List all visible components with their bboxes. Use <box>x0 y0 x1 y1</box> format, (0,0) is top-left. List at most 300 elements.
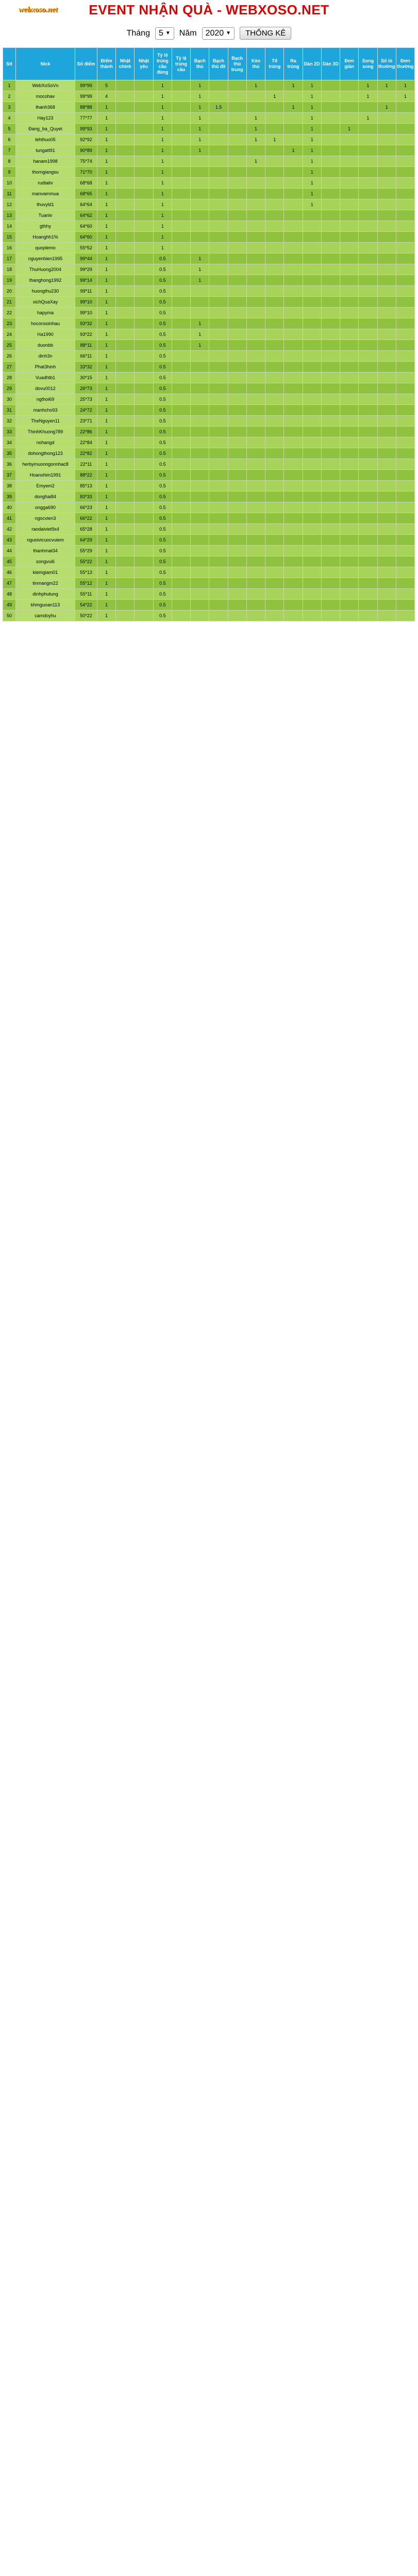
table-cell <box>228 210 246 221</box>
table-cell <box>135 351 153 362</box>
table-cell <box>396 556 414 567</box>
table-cell <box>340 492 359 502</box>
nick-cell[interactable]: dinh3n <box>16 351 75 362</box>
month-select[interactable] <box>155 27 174 40</box>
table-cell <box>377 243 396 253</box>
table-cell <box>396 437 414 448</box>
table-cell <box>377 502 396 513</box>
table-body <box>3 80 415 621</box>
table-cell <box>135 80 153 91</box>
table-cell <box>321 459 340 470</box>
table-cell <box>340 232 359 243</box>
table-cell <box>359 362 377 372</box>
table-cell <box>284 253 303 264</box>
year-select[interactable] <box>202 27 235 40</box>
table-cell <box>191 524 209 535</box>
table-cell: 24*72 <box>75 405 97 416</box>
table-cell <box>228 253 246 264</box>
table-cell: 1 <box>97 275 116 286</box>
table-cell: 20 <box>3 286 16 297</box>
table-cell <box>284 329 303 340</box>
column-header: Song song <box>359 48 377 80</box>
table-cell <box>396 481 414 492</box>
table-cell <box>321 427 340 437</box>
table-cell <box>191 308 209 318</box>
table-cell: 1 <box>153 210 172 221</box>
nick-cell[interactable]: ThinhKhuong789 <box>16 427 75 437</box>
column-header: Tổ trúng <box>265 48 284 80</box>
nick-cell[interactable]: manvammua <box>16 189 75 199</box>
table-cell <box>265 264 284 275</box>
table-cell <box>265 524 284 535</box>
nick-cell[interactable]: nohangd <box>16 437 75 448</box>
table-cell <box>116 243 135 253</box>
table-cell <box>246 535 265 546</box>
table-cell <box>209 351 228 362</box>
table-cell <box>396 578 414 589</box>
table-cell <box>284 318 303 329</box>
table-cell: 0.5 <box>153 513 172 524</box>
table-cell: 1 <box>359 91 377 102</box>
table-cell <box>228 362 246 372</box>
table-cell <box>396 329 414 340</box>
table-cell <box>377 134 396 145</box>
table-cell: 1 <box>97 470 116 481</box>
table-cell <box>191 178 209 189</box>
nick-cell[interactable]: herbymuonngonnhac8 <box>16 459 75 470</box>
table-cell <box>303 416 321 427</box>
table-cell: 1 <box>191 318 209 329</box>
nick-cell[interactable]: thanhmat34 <box>16 546 75 556</box>
table-cell <box>396 340 414 351</box>
table-cell: 1 <box>265 91 284 102</box>
table-cell <box>377 524 396 535</box>
table-cell <box>209 535 228 546</box>
table-cell <box>284 275 303 286</box>
table-cell <box>303 351 321 362</box>
table-cell <box>321 513 340 524</box>
table-cell <box>191 210 209 221</box>
table-cell <box>172 178 190 189</box>
table-cell: 68*65 <box>75 189 97 199</box>
table-cell <box>228 329 246 340</box>
table-cell: 23 <box>3 318 16 329</box>
table-cell <box>396 286 414 297</box>
table-cell: 0.5 <box>153 535 172 546</box>
table-row <box>3 167 415 178</box>
table-row <box>3 492 415 502</box>
table-cell <box>396 567 414 578</box>
table-cell <box>172 124 190 134</box>
table-row <box>3 567 415 578</box>
table-cell <box>246 589 265 600</box>
table-cell <box>340 524 359 535</box>
table-row <box>3 535 415 546</box>
table-cell <box>116 513 135 524</box>
table-cell: 1 <box>97 145 116 156</box>
table-cell: 29 <box>3 383 16 394</box>
table-cell <box>340 145 359 156</box>
table-cell <box>209 134 228 145</box>
table-cell <box>135 437 153 448</box>
table-row <box>3 145 415 156</box>
table-cell: 1 <box>284 145 303 156</box>
table-cell: 1 <box>97 113 116 124</box>
table-cell <box>135 459 153 470</box>
nick-cell[interactable]: xichQuaXay <box>16 297 75 308</box>
nick-cell[interactable]: quoplemo <box>16 243 75 253</box>
nick-cell[interactable]: ngthoi69 <box>16 394 75 405</box>
table-cell <box>359 221 377 232</box>
table-row <box>3 481 415 492</box>
table-cell: 0.5 <box>153 253 172 264</box>
table-cell: 83*33 <box>75 492 97 502</box>
table-cell: 1 <box>303 102 321 113</box>
nick-cell[interactable]: Vuadhtb1 <box>16 372 75 383</box>
table-cell <box>284 481 303 492</box>
nick-cell[interactable]: tinmangm22 <box>16 578 75 589</box>
table-cell: 66*22 <box>75 513 97 524</box>
table-cell: 1 <box>97 297 116 308</box>
table-row <box>3 383 415 394</box>
table-row <box>3 394 415 405</box>
nick-cell[interactable]: thuvyld1 <box>16 199 75 210</box>
table-row <box>3 611 415 621</box>
table-row <box>3 243 415 253</box>
table-cell <box>228 318 246 329</box>
nick-cell[interactable]: gthhy <box>16 221 75 232</box>
table-cell <box>116 567 135 578</box>
table-cell <box>246 329 265 340</box>
table-cell <box>396 383 414 394</box>
table-cell: 10 <box>3 178 16 189</box>
table-cell <box>303 567 321 578</box>
table-cell <box>359 372 377 383</box>
table-cell <box>303 578 321 589</box>
nick-cell[interactable]: Ha1990 <box>16 329 75 340</box>
nick-cell[interactable]: WebXoSoVn <box>16 80 75 91</box>
table-cell: 64*29 <box>75 535 97 546</box>
table-cell <box>340 91 359 102</box>
table-cell <box>265 437 284 448</box>
nick-cell[interactable]: raodaiviet9x4 <box>16 524 75 535</box>
table-cell <box>172 275 190 286</box>
table-cell: 37 <box>3 470 16 481</box>
table-row <box>3 427 415 437</box>
table-cell: 41 <box>3 513 16 524</box>
table-cell <box>359 481 377 492</box>
table-row <box>3 351 415 362</box>
table-cell: 1 <box>303 199 321 210</box>
table-row <box>3 232 415 243</box>
table-cell <box>135 405 153 416</box>
table-cell <box>246 221 265 232</box>
table-cell <box>209 578 228 589</box>
table-cell <box>377 308 396 318</box>
column-header: Nhật chỉnh <box>116 48 135 80</box>
table-cell <box>246 199 265 210</box>
table-cell <box>321 91 340 102</box>
table-cell: 46 <box>3 567 16 578</box>
table-cell <box>377 189 396 199</box>
table-cell <box>284 611 303 621</box>
table-cell <box>191 578 209 589</box>
table-cell <box>265 470 284 481</box>
table-cell <box>228 448 246 459</box>
table-cell <box>116 329 135 340</box>
table-cell <box>135 178 153 189</box>
nick-cell[interactable]: kiemgiam01 <box>16 567 75 578</box>
table-cell <box>303 394 321 405</box>
table-cell <box>340 502 359 513</box>
table-cell: 88*22 <box>75 470 97 481</box>
table-cell <box>228 513 246 524</box>
nick-cell[interactable]: huongthu230 <box>16 286 75 297</box>
table-cell <box>377 427 396 437</box>
table-cell <box>209 113 228 124</box>
nick-cell[interactable]: dovu0012 <box>16 383 75 394</box>
table-cell <box>191 567 209 578</box>
table-cell: 1 <box>303 167 321 178</box>
table-cell <box>209 362 228 372</box>
table-cell <box>359 416 377 427</box>
table-cell <box>116 91 135 102</box>
table-cell <box>284 134 303 145</box>
table-cell: 0.5 <box>153 448 172 459</box>
month-value: 5 <box>158 28 163 38</box>
table-cell <box>228 113 246 124</box>
table-cell: 23*71 <box>75 416 97 427</box>
table-cell <box>265 459 284 470</box>
table-cell <box>209 264 228 275</box>
nick-cell[interactable]: rudtaitv <box>16 178 75 189</box>
table-cell <box>228 383 246 394</box>
table-cell <box>172 329 190 340</box>
table-cell: 0.5 <box>153 481 172 492</box>
table-cell <box>246 578 265 589</box>
table-cell <box>265 427 284 437</box>
table-cell <box>191 459 209 470</box>
nick-cell[interactable]: mocohav <box>16 91 75 102</box>
table-cell: 0.5 <box>153 524 172 535</box>
table-cell <box>396 210 414 221</box>
nick-cell[interactable]: nguyenhien1995 <box>16 253 75 264</box>
table-cell <box>135 589 153 600</box>
table-cell <box>340 102 359 113</box>
table-row <box>3 80 415 91</box>
table-cell <box>303 427 321 437</box>
table-cell <box>396 600 414 611</box>
table-cell <box>396 318 414 329</box>
table-cell <box>228 351 246 362</box>
nick-cell[interactable]: Phat3hinh <box>16 362 75 372</box>
table-cell <box>340 275 359 286</box>
table-cell <box>191 405 209 416</box>
table-cell <box>116 124 135 134</box>
table-cell <box>228 459 246 470</box>
nick-cell[interactable]: TheNguyen11 <box>16 416 75 427</box>
table-cell: 99*14 <box>75 275 97 286</box>
table-row <box>3 416 415 427</box>
table-cell: 55*12 <box>75 578 97 589</box>
column-header: Bạch thủ trung <box>228 48 246 80</box>
column-header: Bạch thủ đề <box>209 48 228 80</box>
nick-cell[interactable]: Hoanghh1% <box>16 232 75 243</box>
table-cell <box>359 232 377 243</box>
table-cell <box>228 600 246 611</box>
table-cell <box>135 156 153 167</box>
nick-cell[interactable]: nguoivicuocvuiem <box>16 535 75 546</box>
table-cell <box>396 199 414 210</box>
table-cell <box>396 253 414 264</box>
table-cell <box>377 448 396 459</box>
table-cell <box>284 437 303 448</box>
table-cell <box>396 113 414 124</box>
table-cell <box>209 308 228 318</box>
nick-cell[interactable]: Hay123 <box>16 113 75 124</box>
table-cell: 1 <box>97 232 116 243</box>
table-cell <box>265 189 284 199</box>
column-header: Điểm thành <box>97 48 116 80</box>
table-cell: 1 <box>303 91 321 102</box>
table-cell <box>377 611 396 621</box>
table-cell <box>321 437 340 448</box>
table-cell <box>359 253 377 264</box>
nick-cell[interactable]: dohongthong123 <box>16 448 75 459</box>
nick-cell[interactable]: thanghong1992 <box>16 275 75 286</box>
table-cell: 26 <box>3 351 16 362</box>
table-cell <box>359 318 377 329</box>
nick-cell[interactable]: camdoyhu <box>16 611 75 621</box>
table-cell <box>228 578 246 589</box>
table-cell <box>116 372 135 383</box>
table-row <box>3 308 415 318</box>
table-cell <box>321 556 340 567</box>
table-cell <box>321 524 340 535</box>
table-cell: 0.5 <box>153 470 172 481</box>
column-header: Stt <box>3 48 16 80</box>
nick-cell[interactable]: hapyma <box>16 308 75 318</box>
nick-cell[interactable]: thanh368 <box>16 102 75 113</box>
nick-cell[interactable]: tungatt91 <box>16 145 75 156</box>
table-cell: 0.5 <box>153 427 172 437</box>
table-cell <box>228 178 246 189</box>
table-cell <box>172 372 190 383</box>
table-cell <box>172 502 190 513</box>
table-cell <box>172 80 190 91</box>
table-row <box>3 189 415 199</box>
table-cell <box>321 448 340 459</box>
table-cell <box>396 308 414 318</box>
table-cell <box>116 80 135 91</box>
nick-cell[interactable]: hoconsoinhau <box>16 318 75 329</box>
table-cell <box>359 470 377 481</box>
nick-cell[interactable]: thomgiangsu <box>16 167 75 178</box>
nick-cell[interactable]: donghai84 <box>16 492 75 502</box>
table-cell <box>172 383 190 394</box>
table-cell <box>135 383 153 394</box>
table-cell <box>135 264 153 275</box>
table-cell <box>284 189 303 199</box>
table-cell <box>116 318 135 329</box>
table-cell <box>172 405 190 416</box>
table-cell <box>303 243 321 253</box>
submit-button[interactable]: THỐNG KÊ <box>240 27 291 40</box>
table-cell: 1 <box>97 567 116 578</box>
nick-cell[interactable]: songvui6 <box>16 556 75 567</box>
nick-cell[interactable]: lehthuo05 <box>16 134 75 145</box>
table-cell: 33*32 <box>75 362 97 372</box>
table-cell <box>228 221 246 232</box>
nick-cell[interactable]: Emyem2 <box>16 481 75 492</box>
table-cell <box>228 308 246 318</box>
table-cell <box>265 275 284 286</box>
nick-cell[interactable]: dinhphutung <box>16 589 75 600</box>
table-cell <box>116 427 135 437</box>
table-cell <box>284 383 303 394</box>
table-cell <box>321 189 340 199</box>
table-cell <box>246 459 265 470</box>
table-cell <box>172 416 190 427</box>
table-cell <box>377 492 396 502</box>
table-cell <box>359 297 377 308</box>
nick-cell[interactable]: ngocvien3 <box>16 513 75 524</box>
nick-cell[interactable]: hanam1998 <box>16 156 75 167</box>
table-cell <box>303 264 321 275</box>
table-cell: 1 <box>153 199 172 210</box>
table-cell: 12 <box>3 199 16 210</box>
table-cell: 1 <box>97 340 116 351</box>
table-cell <box>377 113 396 124</box>
table-cell: 0.5 <box>153 297 172 308</box>
table-cell: 64*60 <box>75 221 97 232</box>
nick-cell[interactable]: Tuanlv <box>16 210 75 221</box>
table-cell <box>321 178 340 189</box>
table-row <box>3 340 415 351</box>
nick-cell[interactable]: Đang_ba_Quyet <box>16 124 75 134</box>
table-cell <box>135 394 153 405</box>
nick-cell[interactable]: duonbb <box>16 340 75 351</box>
table-cell: 1 <box>153 134 172 145</box>
table-cell <box>396 264 414 275</box>
nick-cell[interactable]: ongga690 <box>16 502 75 513</box>
table-cell <box>228 405 246 416</box>
table-cell <box>340 600 359 611</box>
nick-cell[interactable]: khmguoan113 <box>16 600 75 611</box>
nick-cell[interactable]: Hoanxhim1991 <box>16 470 75 481</box>
table-cell <box>303 546 321 556</box>
table-cell <box>116 546 135 556</box>
table-cell <box>172 600 190 611</box>
table-cell: 49 <box>3 600 16 611</box>
table-cell <box>116 448 135 459</box>
table-cell: 0.5 <box>153 546 172 556</box>
table-cell <box>340 167 359 178</box>
nick-cell[interactable]: ThuHuong2004 <box>16 264 75 275</box>
table-cell <box>265 329 284 340</box>
table-cell <box>377 91 396 102</box>
table-cell <box>265 578 284 589</box>
table-cell <box>228 156 246 167</box>
table-row <box>3 102 415 113</box>
table-cell <box>265 253 284 264</box>
table-cell <box>321 362 340 372</box>
table-cell <box>116 362 135 372</box>
table-cell: 7 <box>3 145 16 156</box>
nick-cell[interactable]: manhcho93 <box>16 405 75 416</box>
table-cell <box>340 567 359 578</box>
table-row <box>3 513 415 524</box>
